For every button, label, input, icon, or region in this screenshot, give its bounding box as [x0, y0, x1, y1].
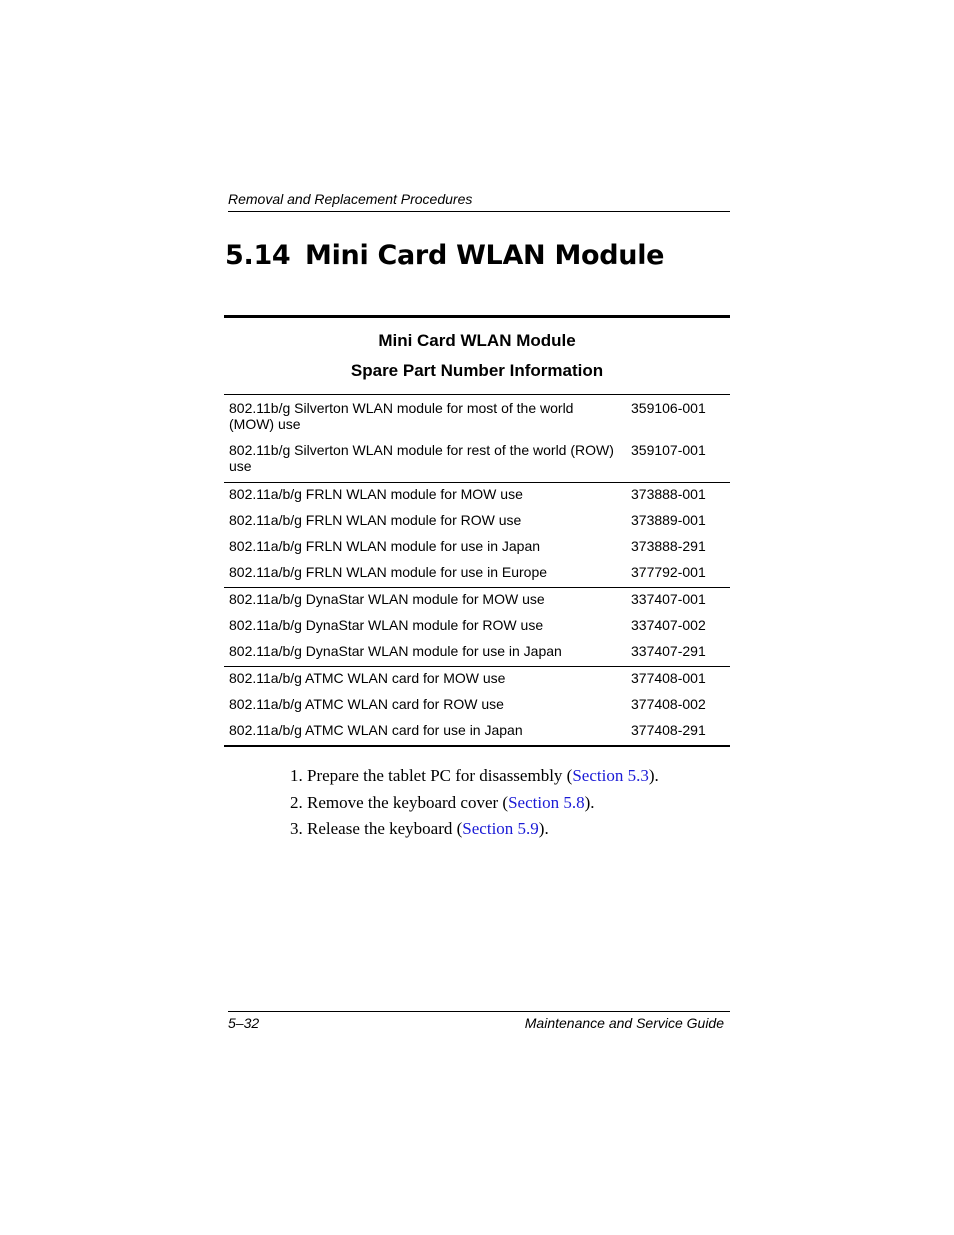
step-number: 2.: [290, 792, 303, 812]
procedure-step: [290, 818, 659, 840]
section-5-9-link[interactable]: Section 5.9: [462, 819, 539, 838]
procedure-step: [290, 765, 659, 787]
step-text-end: ).: [584, 792, 595, 812]
table-group-frln: [224, 483, 730, 588]
table-row: [224, 507, 730, 533]
running-footer: [228, 1011, 730, 1031]
part-number: 377408-291: [631, 722, 706, 738]
part-number: 359107-001: [631, 442, 706, 458]
part-description: 802.11a/b/g FRLN WLAN module for MOW use: [229, 486, 523, 502]
table-caption-line2: Spare Part Number Information: [350, 361, 604, 380]
step-text: Prepare the tablet PC for disassembly (: [307, 766, 573, 785]
part-description: 802.11b/g Silverton WLAN module for most of the world (MOW) use: [229, 400, 574, 432]
step-text-end: ).: [538, 819, 549, 838]
part-description: 802.11a/b/g ATMC WLAN card for use in Japan: [229, 722, 523, 738]
step-text-end: ).: [648, 766, 659, 785]
table-row: [224, 612, 730, 638]
part-number: 359106-001: [631, 400, 706, 416]
guide-title: Maintenance and Service Guide: [524, 1015, 724, 1031]
part-number: 373888-291: [631, 538, 706, 554]
table-row: [224, 484, 730, 507]
part-description: 802.11a/b/g ATMC WLAN card for MOW use: [229, 670, 506, 686]
part-description: 802.11a/b/g ATMC WLAN card for ROW use: [229, 696, 504, 712]
running-header-title: Removal and Replacement Procedures: [228, 191, 473, 207]
table-row: [224, 691, 730, 717]
table-group-silverton: [224, 395, 730, 483]
spare-parts-table: [224, 315, 730, 747]
table-row: [224, 668, 730, 691]
table-row: [224, 638, 730, 664]
table-row: [224, 533, 730, 559]
part-number: 337407-002: [631, 617, 706, 633]
part-description: 802.11a/b/g FRLN WLAN module for ROW use: [229, 512, 522, 528]
part-number: 377408-002: [631, 696, 706, 712]
part-number: 373888-001: [631, 486, 706, 502]
running-header: [228, 191, 730, 212]
part-description: 802.11a/b/g FRLN WLAN module for use in Europe: [229, 564, 548, 580]
table-caption-line1: Mini Card WLAN Module: [378, 331, 576, 350]
part-number: 377792-001: [631, 564, 706, 580]
part-description: 802.11a/b/g DynaStar WLAN module for ROW use: [229, 617, 544, 633]
step-text: Remove the keyboard cover (: [307, 792, 509, 812]
section-title: [225, 240, 664, 271]
section-5-3-link[interactable]: Section 5.3: [572, 766, 649, 785]
part-description: 802.11a/b/g FRLN WLAN module for use in Japan: [229, 538, 541, 554]
step-number: 1.: [290, 766, 303, 785]
table-row: [224, 396, 730, 438]
table-row: [224, 589, 730, 612]
table-group-atmc: [224, 667, 730, 745]
table-row: [224, 438, 730, 480]
part-number: 377408-001: [631, 670, 706, 686]
step-number: 3.: [290, 819, 303, 838]
step-text: Release the keyboard (: [307, 819, 463, 838]
part-number: 373889-001: [631, 512, 706, 528]
section-title-text: Mini Card WLAN Module: [305, 240, 665, 271]
section-5-8-link[interactable]: Section 5.8: [508, 792, 585, 812]
page-number: 5–32: [228, 1015, 260, 1031]
procedure-step: [290, 792, 659, 814]
table-group-dynastar: [224, 588, 730, 667]
part-description: 802.11b/g Silverton WLAN module for rest of the world (ROW) use: [229, 442, 614, 474]
procedure-steps: [290, 765, 659, 845]
part-description: 802.11a/b/g DynaStar WLAN module for MOW use: [229, 591, 545, 607]
table-row: [224, 559, 730, 585]
part-number: 337407-001: [631, 591, 706, 607]
part-description: 802.11a/b/g DynaStar WLAN module for use in Japan: [229, 643, 562, 659]
table-caption: [224, 318, 730, 395]
table-row: [224, 717, 730, 743]
section-number: 5.14: [225, 240, 291, 271]
part-number: 337407-291: [631, 643, 706, 659]
